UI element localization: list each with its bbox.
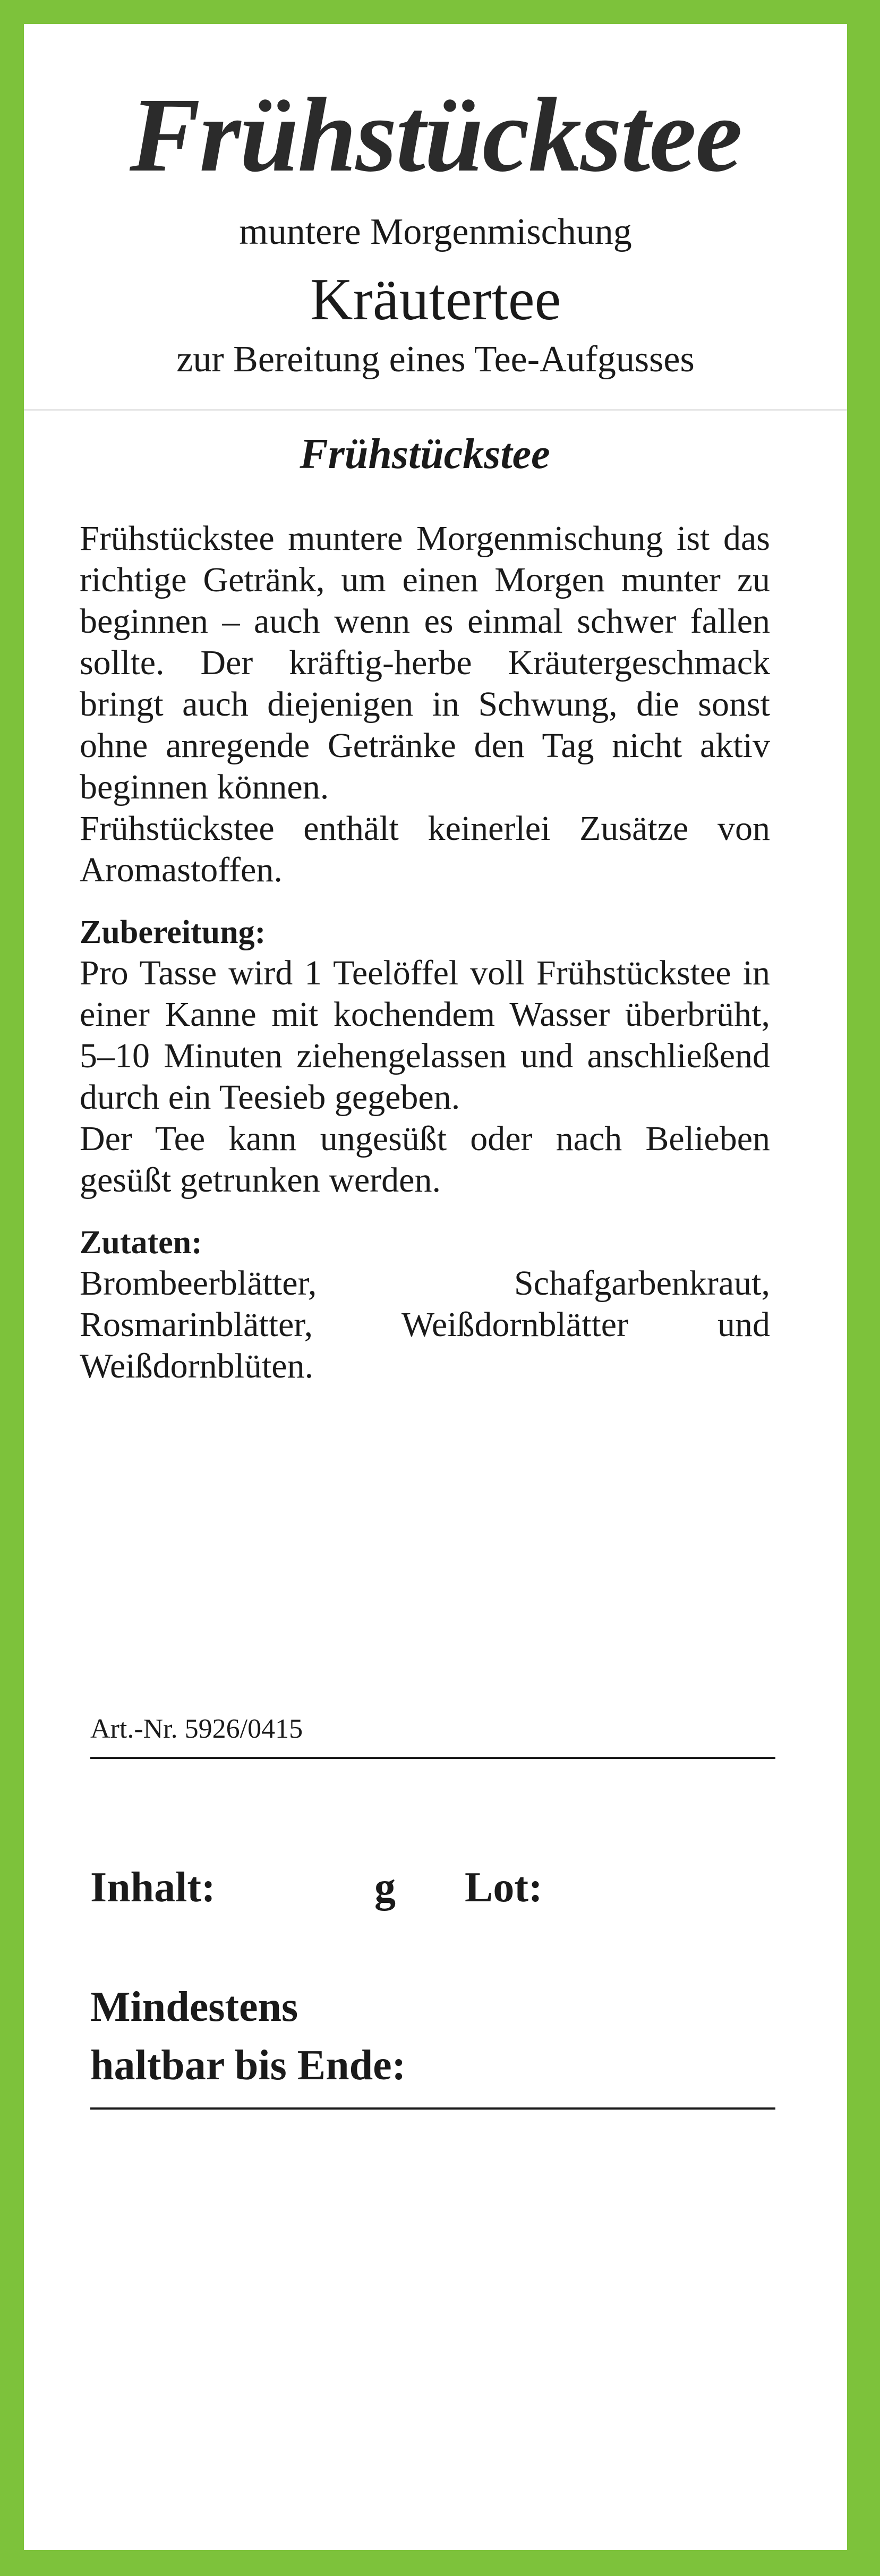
fold-line bbox=[24, 409, 847, 411]
product-usage: zur Bereitung eines Tee-Aufgusses bbox=[176, 339, 695, 380]
description-paragraph: Frühstückstee muntere Morgenmischung ist das richtige Getränk, um einen Morgen munter zu beginnen – auch wenn es einmal schwer fallen sollte. Der kräftig-herbe Kräutergeschmack bringt auch diejenigen in Schwung, die sonst ohne anregende Getränke den Tag nicht aktiv beginnen können. bbox=[80, 519, 770, 806]
best-before-label-line1: Mindestens bbox=[90, 1984, 298, 2030]
content-label: Inhalt: bbox=[90, 1864, 216, 1911]
preparation-paragraph: Pro Tasse wird 1 Teelöffel voll Frühstückstee in einer Kanne mit kochendem Wasser überbrüht, 5–10 Minuten ziehengelassen und anschließend durch ein Teesieb gegeben. bbox=[80, 954, 770, 1117]
description-title: Frühstückstee bbox=[300, 431, 550, 478]
product-title: Frühstückstee bbox=[129, 76, 742, 194]
label-header bbox=[24, 24, 847, 409]
product-type: Kräutertee bbox=[310, 267, 561, 333]
description-paragraph: Frühstückstee enthält keinerlei Zusätze von Aromastoffen. bbox=[80, 809, 770, 889]
ingredients-heading: Zutaten: bbox=[80, 1225, 202, 1261]
divider bbox=[90, 1757, 775, 1759]
divider bbox=[90, 2107, 775, 2110]
best-before-label-line2: haltbar bis Ende: bbox=[90, 2042, 406, 2089]
spacer bbox=[80, 1201, 770, 1222]
product-subtitle: muntere Morgenmischung bbox=[239, 211, 632, 252]
article-number: Art.-Nr. 5926/0415 bbox=[90, 1714, 303, 1744]
spacer bbox=[80, 891, 770, 912]
lot-label: Lot: bbox=[465, 1864, 543, 1911]
tea-label bbox=[24, 24, 847, 2550]
content-unit: g bbox=[374, 1864, 396, 1911]
label-body bbox=[80, 428, 770, 1387]
ingredients-text: Brombeerblätter, Schafgarbenkraut, Rosmarinblätter, Weißdornblätter und Weißdornblüten. bbox=[80, 1264, 770, 1385]
preparation-heading: Zubereitung: bbox=[80, 914, 266, 950]
preparation-paragraph: Der Tee kann ungesüßt oder nach Belieben gesüßt getrunken werden. bbox=[80, 1119, 770, 1200]
